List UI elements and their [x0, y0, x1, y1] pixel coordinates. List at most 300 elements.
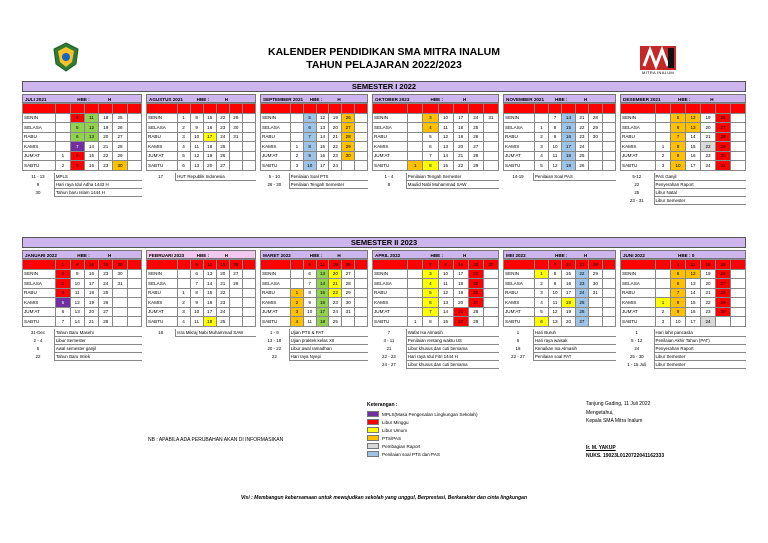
date-cell — [731, 104, 746, 114]
date-cell: 3 — [423, 269, 438, 279]
legend-swatch — [367, 435, 379, 441]
date-cell: 25 — [468, 279, 483, 289]
event-row — [22, 189, 142, 197]
date-cell: 2 — [423, 260, 438, 270]
event-row — [620, 181, 746, 189]
event-date: 5 — [36, 346, 40, 351]
event-text: Ujian PTS & PAT — [289, 329, 368, 337]
date-cell: 12 — [203, 260, 216, 270]
date-cell: 27 — [99, 307, 113, 317]
date-cell: 21 — [216, 279, 229, 289]
date-cell — [229, 307, 242, 317]
date-cell: 24 — [216, 307, 229, 317]
date-cell: 27 — [229, 269, 242, 279]
event-text: Isra Mikraj Nabi Muhammad SAW — [176, 329, 256, 337]
date-cell — [127, 151, 141, 161]
date-cell: 22 — [99, 260, 113, 270]
date-cell — [408, 151, 423, 161]
month-header — [146, 250, 256, 259]
event-date: 1 - 4 — [384, 174, 394, 179]
date-cell: 13 — [686, 123, 701, 133]
event-row — [620, 197, 746, 205]
h-label: H — [583, 97, 588, 102]
date-cell: 19 — [701, 269, 716, 279]
date-cell: 15 — [203, 113, 216, 123]
date-cell — [229, 161, 242, 171]
date-cell: 7 — [423, 307, 438, 317]
date-cell — [242, 317, 255, 327]
day-name-cell: MINGGU — [261, 104, 291, 114]
event-row — [372, 173, 499, 181]
date-cell: 14 — [686, 132, 701, 142]
date-cell: 17 — [453, 113, 468, 123]
date-cell — [535, 104, 548, 114]
date-cell: 8 — [303, 142, 316, 152]
date-cell: 11 — [548, 298, 561, 308]
date-cell: 31 — [229, 132, 242, 142]
day-name-cell: RABU — [147, 132, 178, 142]
date-cell — [602, 307, 615, 317]
event-date: 2 - 4 — [33, 338, 43, 343]
day-name-cell: JUM'AT — [373, 307, 408, 317]
date-cell — [656, 269, 671, 279]
legend-item — [367, 434, 478, 442]
day-name-cell: SENIN — [504, 269, 535, 279]
date-cell: 27 — [468, 142, 483, 152]
day-name-cell: SELASA — [261, 123, 291, 133]
date-cell — [602, 288, 615, 298]
date-cell — [70, 104, 84, 114]
events-list — [260, 329, 368, 362]
calendar-row — [147, 104, 256, 114]
date-cell: 2 — [56, 161, 70, 171]
calendar-grid — [146, 103, 256, 171]
date-cell: 27 — [716, 279, 731, 289]
calendar-row — [261, 269, 368, 279]
h-label: H — [463, 97, 467, 102]
calendar-row — [261, 307, 368, 317]
calendar-row — [261, 142, 368, 152]
calendar-row — [373, 269, 499, 279]
date-cell: 29 — [589, 269, 602, 279]
event-date: 24 — [634, 346, 640, 351]
event-row — [372, 329, 499, 337]
date-cell: 14 — [686, 288, 701, 298]
date-cell: 16 — [203, 123, 216, 133]
day-name-cell: MINGGU — [373, 260, 408, 270]
month-block — [620, 94, 746, 205]
date-cell: 23 — [329, 151, 342, 161]
calendar-grid — [260, 259, 368, 327]
event-row — [260, 345, 368, 353]
date-cell: 9 — [190, 298, 203, 308]
calendar-row — [261, 123, 368, 133]
date-cell: 17 — [316, 307, 329, 317]
day-name-cell: KAMIS — [373, 298, 408, 308]
date-cell: 16 — [84, 161, 98, 171]
date-cell — [483, 132, 498, 142]
day-name-cell: JUM'AT — [23, 307, 56, 317]
date-cell: 29 — [468, 317, 483, 327]
event-row — [22, 353, 142, 361]
date-cell: 16 — [203, 298, 216, 308]
date-cell — [290, 113, 303, 123]
date-cell: 15 — [562, 269, 575, 279]
date-cell: 22 — [216, 113, 229, 123]
date-cell: 2 — [177, 123, 190, 133]
date-cell: 27 — [342, 269, 355, 279]
day-name-cell: MINGGU — [621, 104, 656, 114]
date-cell: 23 — [701, 307, 716, 317]
date-cell: 18 — [99, 113, 113, 123]
date-cell — [483, 104, 498, 114]
calendar-grid — [620, 259, 746, 327]
calendar-row — [621, 317, 746, 327]
calendar-row — [621, 298, 746, 308]
date-cell: 27 — [716, 123, 731, 133]
date-cell — [483, 161, 498, 171]
date-cell: 6 — [303, 123, 316, 133]
date-cell: 14 — [562, 113, 575, 123]
date-cell — [56, 132, 70, 142]
date-cell — [203, 104, 216, 114]
calendar-row — [23, 104, 142, 114]
legend-label: PTS/PAS — [382, 435, 402, 441]
date-cell — [656, 260, 671, 270]
date-cell: 30 — [229, 123, 242, 133]
date-cell: 15 — [686, 142, 701, 152]
date-cell — [656, 104, 671, 114]
date-cell: 31 — [589, 288, 602, 298]
date-cell: 30 — [342, 298, 355, 308]
day-name-cell: MINGGU — [147, 260, 178, 270]
date-cell: 19 — [562, 307, 575, 317]
day-name-cell: KAMIS — [261, 142, 291, 152]
date-cell: 5 — [190, 260, 203, 270]
date-cell — [468, 104, 483, 114]
day-name-cell: KAMIS — [373, 142, 408, 152]
date-cell: 19 — [99, 123, 113, 133]
event-date: 14-19 — [512, 174, 524, 179]
date-cell: 1 — [177, 288, 190, 298]
date-cell: 11 — [438, 279, 453, 289]
date-cell: 3 — [290, 307, 303, 317]
date-cell — [242, 260, 255, 270]
event-date: 7 — [387, 330, 391, 335]
date-cell — [483, 317, 498, 327]
event-row — [503, 173, 616, 181]
date-cell: 19 — [701, 113, 716, 123]
events-list — [260, 173, 368, 190]
date-cell — [602, 113, 615, 123]
date-cell — [177, 260, 190, 270]
day-name-cell: SABTU — [23, 317, 56, 327]
date-cell — [656, 113, 671, 123]
date-cell: 18 — [562, 151, 575, 161]
day-name-cell: KAMIS — [504, 142, 535, 152]
events-list — [503, 329, 616, 362]
date-cell: 16 — [686, 307, 701, 317]
event-text: Ujian praktek kelas XII — [289, 337, 368, 345]
date-cell: 28 — [468, 151, 483, 161]
date-cell: 21 — [453, 307, 468, 317]
date-cell: 23 — [216, 298, 229, 308]
legend-swatch — [367, 411, 379, 417]
calendar-row — [621, 142, 746, 152]
event-row — [503, 329, 616, 337]
calendar-row — [147, 269, 256, 279]
date-cell: 9 — [671, 307, 686, 317]
event-date: 22 — [271, 354, 277, 359]
date-cell — [342, 161, 355, 171]
date-cell — [127, 132, 141, 142]
day-name-cell: MINGGU — [23, 104, 56, 114]
date-cell: 8 — [70, 260, 84, 270]
month-name: SEPTEMBER 2021 — [263, 97, 304, 102]
date-cell — [483, 151, 498, 161]
day-name-cell: SENIN — [621, 269, 656, 279]
event-date: 1 — [516, 330, 520, 335]
date-cell — [602, 142, 615, 152]
calendar-row — [621, 132, 746, 142]
date-cell: 9 — [438, 260, 453, 270]
date-cell: 3 — [177, 132, 190, 142]
event-text: Penyerahan Raport — [654, 345, 746, 353]
event-text: Penilaian Soal PTS — [289, 173, 368, 181]
date-cell: 18 — [453, 123, 468, 133]
date-cell: 4 — [177, 317, 190, 327]
date-cell: 17 — [562, 142, 575, 152]
h-label: H — [710, 97, 714, 102]
date-cell — [242, 288, 255, 298]
legend-swatch — [367, 419, 379, 425]
date-cell — [423, 104, 438, 114]
h-label: H — [224, 97, 229, 102]
date-cell — [686, 104, 701, 114]
event-date: 1 - 15 Juli — [627, 362, 647, 367]
date-cell — [303, 104, 316, 114]
calendar-row — [23, 142, 142, 152]
event-text: Libur Semester — [54, 337, 142, 345]
calendar-row — [23, 260, 142, 270]
date-cell — [229, 298, 242, 308]
date-cell: 22 — [99, 151, 113, 161]
event-date: 22 - 27 — [511, 354, 525, 359]
date-cell: 21 — [453, 151, 468, 161]
event-text: Hari raya waisak — [534, 337, 617, 345]
event-date: 9 — [36, 182, 40, 187]
date-cell — [56, 113, 70, 123]
date-cell: 1 — [408, 317, 423, 327]
date-cell: 7 — [671, 288, 686, 298]
day-name-cell: SENIN — [504, 113, 535, 123]
date-cell: 25 — [575, 151, 588, 161]
calendar-row — [147, 123, 256, 133]
date-cell — [355, 132, 368, 142]
date-cell — [731, 279, 746, 289]
calendar-row — [621, 269, 746, 279]
event-text: HUT Republik Indonesia — [176, 173, 256, 181]
date-cell — [589, 307, 602, 317]
date-cell: 28 — [589, 113, 602, 123]
date-cell: 29 — [113, 151, 127, 161]
event-date: 5 - 10 — [268, 174, 280, 179]
date-cell: 17 — [453, 269, 468, 279]
date-cell — [589, 317, 602, 327]
events-list — [503, 173, 616, 182]
date-cell: 23 — [216, 123, 229, 133]
date-cell: 12 — [686, 269, 701, 279]
legend-label: Libur Umum — [382, 427, 408, 433]
event-date: 22 — [634, 182, 640, 187]
date-cell: 8 — [423, 317, 438, 327]
date-cell — [242, 298, 255, 308]
calendar-row — [261, 279, 368, 289]
date-cell: 4 — [423, 123, 438, 133]
day-name-cell: JUM'AT — [621, 151, 656, 161]
date-cell: 26 — [99, 298, 113, 308]
date-cell — [355, 307, 368, 317]
date-cell: 25 — [329, 317, 342, 327]
date-cell: 14 — [438, 307, 453, 317]
month-header — [503, 94, 616, 103]
event-row — [620, 353, 746, 361]
date-cell — [602, 123, 615, 133]
day-name-cell: RABU — [504, 288, 535, 298]
day-name-cell: SELASA — [261, 279, 291, 289]
month-header — [620, 250, 746, 259]
day-name-cell: KAMIS — [261, 298, 291, 308]
date-cell — [355, 161, 368, 171]
date-cell: 29 — [716, 142, 731, 152]
event-row — [620, 361, 746, 369]
day-name-cell: SENIN — [621, 113, 656, 123]
date-cell: 1 — [408, 161, 423, 171]
event-text: Tahun baru Islam 1444 H — [54, 189, 142, 197]
date-cell: 10 — [190, 307, 203, 317]
event-row — [503, 345, 616, 353]
date-cell — [355, 298, 368, 308]
logo-caption: MITRA INALUM — [641, 70, 675, 75]
date-cell — [290, 123, 303, 133]
date-cell: 14 — [316, 132, 329, 142]
legend-swatch — [367, 451, 379, 457]
calendar-row — [261, 104, 368, 114]
day-name-cell: SELASA — [147, 279, 178, 289]
day-name-cell: SENIN — [147, 113, 178, 123]
date-cell — [127, 317, 141, 327]
date-cell: 28 — [716, 132, 731, 142]
date-cell: 13 — [686, 279, 701, 289]
day-name-cell: MINGGU — [504, 104, 535, 114]
date-cell: 2 — [535, 132, 548, 142]
date-cell — [84, 104, 98, 114]
date-cell: 15 — [84, 260, 98, 270]
date-cell: 23 — [99, 161, 113, 171]
date-cell: 21 — [575, 260, 588, 270]
date-cell: 4 — [177, 142, 190, 152]
date-cell: 29 — [716, 298, 731, 308]
event-text: Tahun Baru Masehi — [54, 329, 142, 337]
date-cell — [483, 288, 498, 298]
date-cell: 26 — [342, 113, 355, 123]
date-cell: 26 — [216, 151, 229, 161]
date-cell — [408, 260, 423, 270]
event-date: 23 - 31 — [629, 198, 644, 203]
date-cell: 23 — [468, 260, 483, 270]
date-cell — [483, 298, 498, 308]
date-cell: 5 — [671, 269, 686, 279]
date-cell: 22 — [575, 269, 588, 279]
date-cell: 13 — [84, 132, 98, 142]
event-text: Penilaian rentang waktu US — [406, 337, 499, 345]
date-cell: 14 — [203, 279, 216, 289]
date-cell: 9 — [303, 151, 316, 161]
date-cell: 30 — [716, 307, 731, 317]
date-cell: 15 — [686, 298, 701, 308]
date-cell: 31 — [342, 307, 355, 317]
h-label: H — [107, 253, 112, 258]
date-cell — [56, 104, 70, 114]
event-text: Penyerahan Raport — [654, 181, 746, 189]
date-cell — [483, 269, 498, 279]
date-cell: 5 — [70, 123, 84, 133]
date-cell: 20 — [701, 123, 716, 133]
date-cell — [355, 260, 368, 270]
event-date: 30 — [35, 190, 41, 195]
date-cell: 14 — [316, 279, 329, 289]
month-block — [503, 94, 616, 181]
date-cell — [483, 279, 498, 289]
month-block — [22, 94, 142, 197]
date-cell: 21 — [84, 317, 98, 327]
date-cell — [602, 279, 615, 289]
note-text: NB : APABILA ADA PERUBAHAN AKAN DI INFORMASIKAN — [148, 437, 284, 443]
legend-item — [367, 450, 478, 458]
date-cell: 19 — [203, 151, 216, 161]
calendar-grid — [372, 259, 499, 327]
month-name: AGUSTUS 2021 — [149, 97, 183, 102]
legend-label: Pembagian Raport — [382, 443, 421, 449]
date-cell: 2 — [656, 307, 671, 317]
date-cell: 10 — [548, 288, 561, 298]
date-cell: 20 — [453, 142, 468, 152]
date-cell: 6 — [303, 269, 316, 279]
hbe-label: HBE : 0 — [678, 253, 695, 258]
month-header — [503, 250, 616, 259]
day-name-cell: RABU — [147, 288, 178, 298]
date-cell: 9 — [190, 123, 203, 133]
date-cell: 26 — [468, 132, 483, 142]
event-text: Wafat Isa Almasih — [406, 329, 499, 337]
date-cell: 6 — [56, 307, 70, 317]
date-cell: 6 — [423, 298, 438, 308]
date-cell — [127, 279, 141, 289]
date-cell: 12 — [438, 132, 453, 142]
event-text: Tahun Baru Imlek — [54, 353, 142, 361]
date-cell — [602, 269, 615, 279]
date-cell — [589, 151, 602, 161]
date-cell: 19 — [329, 260, 342, 270]
date-cell: 7 — [423, 151, 438, 161]
date-cell — [56, 123, 70, 133]
date-cell: 5 — [423, 132, 438, 142]
visi-text: Visi : Membangun kebersamaan untuk mewujudkan sekolah yang unggul, Berprestasi, Berkarakter dan cinta lingkungan — [241, 495, 527, 501]
date-cell: 25 — [575, 298, 588, 308]
month-block — [260, 250, 368, 361]
date-cell: 8 — [190, 113, 203, 123]
event-date: 6 — [516, 338, 520, 343]
